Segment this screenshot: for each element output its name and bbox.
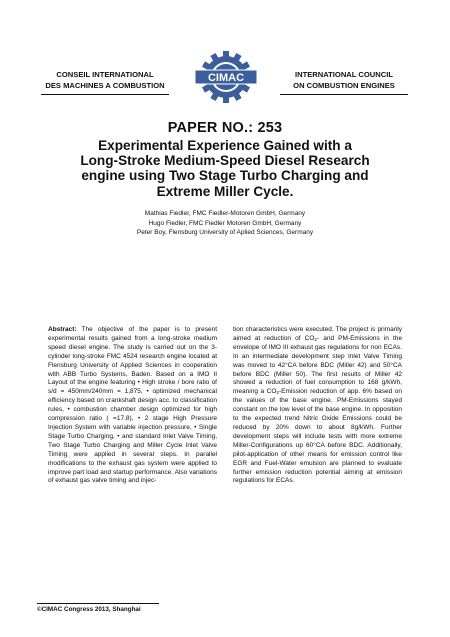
subscript: 2: [314, 336, 317, 342]
paper-title: [40, 138, 410, 199]
abstract-label: Abstract:: [48, 326, 77, 333]
author-list: [0, 209, 450, 238]
author-line: Mathias Fiedler, FMC Fiedler-Motoren GmbH, Germany: [144, 210, 306, 217]
header-right-line2: ON COMBUSTION ENGINES: [293, 81, 395, 90]
header-left-line2: DES MACHINES A COMBUSTION: [45, 81, 165, 90]
header-right-rule: [280, 94, 408, 95]
abstract-text-left: The objective of the paper is to present experimental results gained from a long-stroke medium speed diesel engine. The study is carried out on the 3-cylinder long-stroke FMC 4524 research engine located at Flensburg University of Applied Sciences in cooperation with ABB Turbo Systems, Baden. Based on a IMO II Layout of the engine featuring • High stroke / bore ratio of s/d = 450mm/240mm = 1,875, • optimized mechanical efficiency based on crankshaft design acc. to classification rules, • combustion chamber design optimized for high compression ratio ( =17.8), • 2 stage High Pressure Injection System with variable injection pressure, • Single Stage Turbo Charging, • and standard Inlet Valve Timing, Two Stage Turbo Charging and Miller Cycle Inlet Valve Timing were applied in several steps. In parallel modifications to the exhaust gas system were applied to improve part load and startup performance. Also variations of exhaust gas valve timing and injec-: [48, 326, 217, 485]
header-left-line1: CONSEIL INTERNATIONAL: [56, 70, 154, 79]
abstract-text-right: -Emission reduction of app. 6% based on the values of the base engine. PM-Emissions stayed constant on the low level of the base engine. In opposition to the expected trend Nitric Oxide Emissions could be reduced by 20% down to about 8g/kWh. Further development steps will include tests with more extreme Miller-Configurations up 60°CA before BDC. Additionally, pilot-application of other means for emission control like EGR and Fuel-Water emulsion are planned to evaluate further emission reduction potential aiming at emission regulations for ECAs.: [233, 388, 402, 485]
header-right-line1: INTERNATIONAL COUNCIL: [294, 70, 393, 79]
header-right: [280, 69, 408, 91]
header-left-rule: [41, 94, 169, 95]
paper-number: PAPER NO.: 253: [167, 120, 283, 136]
subscript: 2: [276, 390, 279, 396]
abstract-left-column: [48, 326, 217, 486]
title-line: Long-Stroke Medium-Speed Diesel Research: [80, 153, 370, 169]
abstract-text-right: tion characteristics were executed. The project is primarily aimed at reduction of CO: [233, 326, 402, 342]
header-left: [41, 69, 169, 91]
title-line: engine using Two Stage Turbo Charging and: [81, 168, 369, 184]
cimac-logo: [187, 49, 265, 105]
title-line: Experimental Experience Gained with a: [98, 138, 352, 153]
footer-copyright: ©CIMAC Congress 2013, Shanghai: [37, 606, 141, 613]
author-line: Hugo Fiedler, FMC Fiedler Motoren GmbH, Germany: [148, 219, 302, 227]
svg-text:CIMAC: CIMAC: [207, 72, 245, 84]
abstract-text-right: - and PM-Emissions in the envelope of IMO III exhaust gas regulations for non ECAs. In an intermediate development step Inlet Valve Timing was moved to 42°CA before BDC (Miller 42) and 50°CA before BDC (Miller 50). The first results of Miller 42 showed a reduction of fuel consumption to 168 g/kWh, meaning a CO: [233, 334, 402, 396]
abstract-right-column: [233, 326, 402, 486]
author-line: Peter Boy, Flensburg University of Aplied Sciences, Germany: [136, 229, 314, 237]
footer-rule: [37, 603, 159, 604]
title-line: Extreme Miller Cycle.: [156, 183, 294, 199]
